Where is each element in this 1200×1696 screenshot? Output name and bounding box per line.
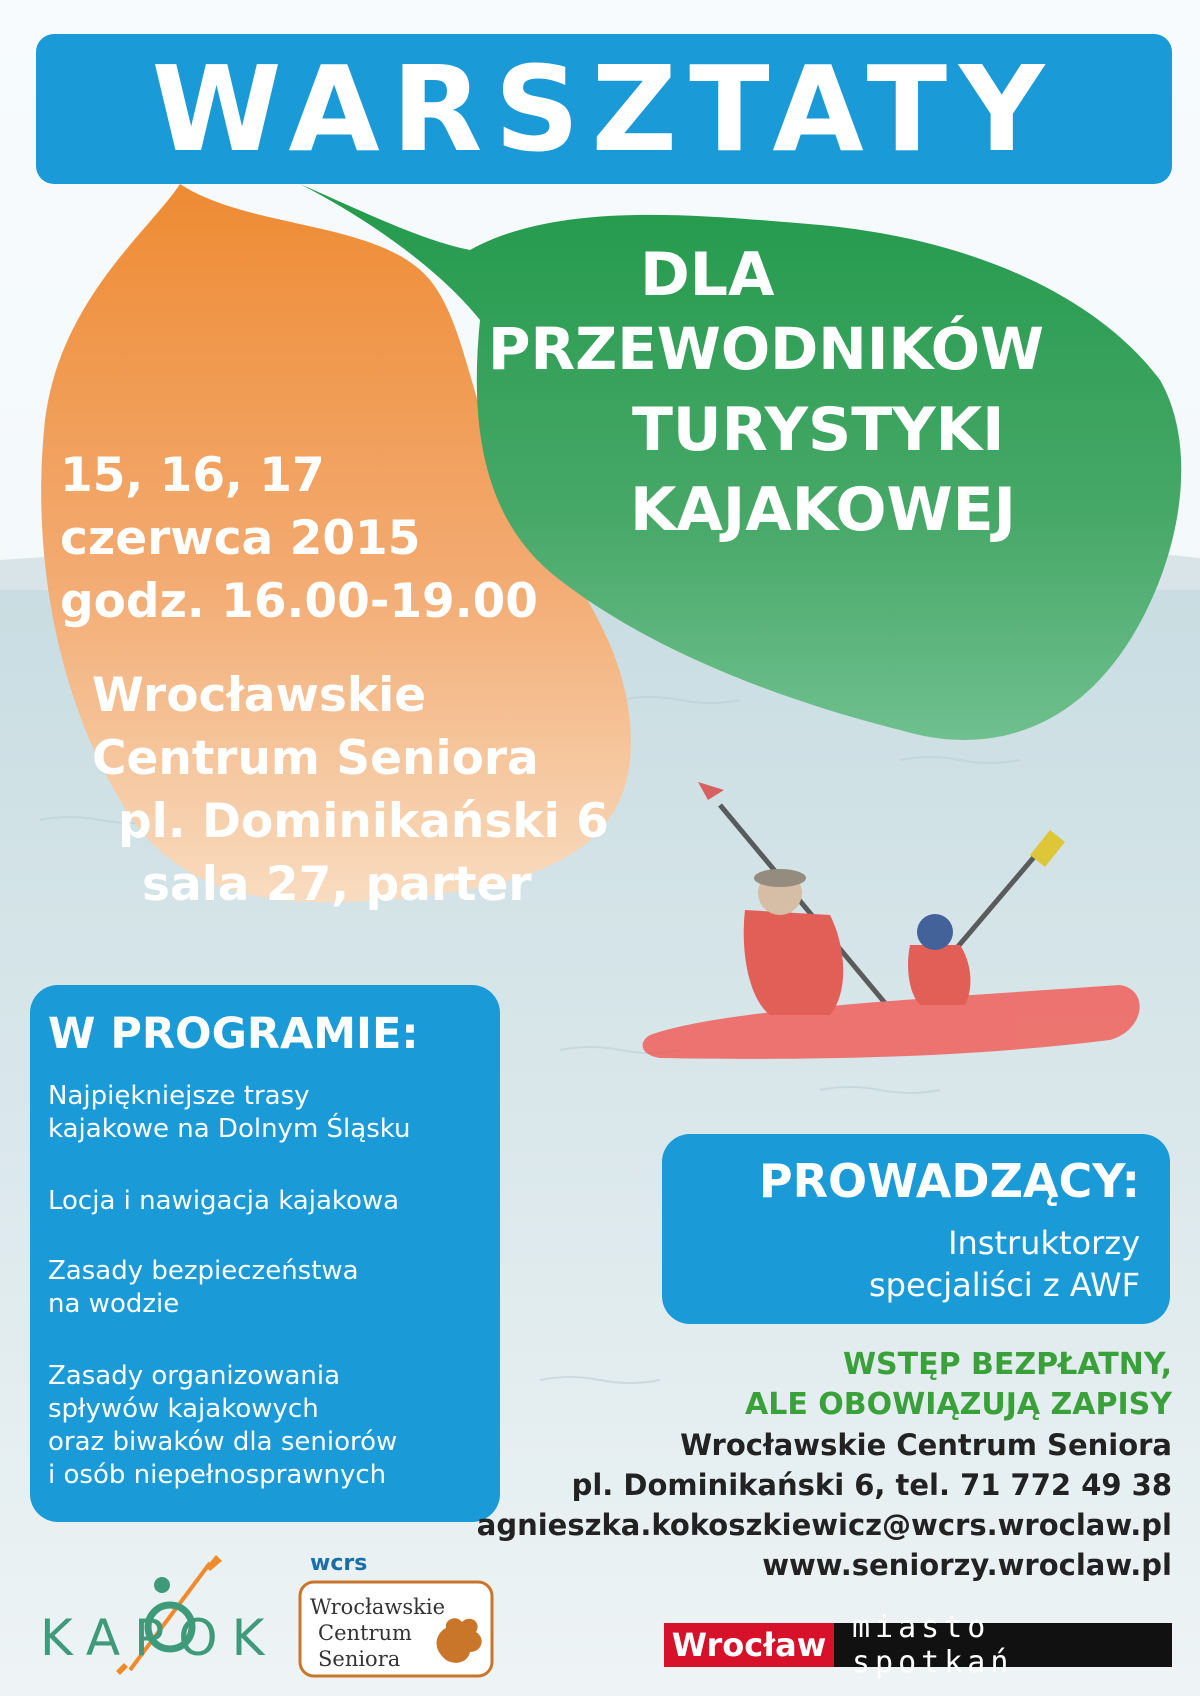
kapok-logo-text: KAPOK <box>40 1609 278 1667</box>
paddler-rear-body <box>744 910 843 1015</box>
program-item <box>48 1080 410 1146</box>
contact-website-link[interactable]: www.seniorzy.wroclaw.pl <box>762 1548 1172 1582</box>
program-item-line: spływów kajakowych <box>48 1394 319 1424</box>
page-title: WARSZTATY <box>151 40 1057 178</box>
program-box <box>30 985 500 1522</box>
brand-black-block: miasto spotkań <box>834 1623 1172 1667</box>
program-item-line: Zasady bezpieczeństwa <box>48 1256 359 1286</box>
venue-address: pl. Dominikański 6 <box>118 794 609 849</box>
program-heading: W PROGRAMIE: <box>48 1009 419 1059</box>
title-banner <box>36 34 1172 184</box>
program-item <box>48 1185 399 1218</box>
venue-room: sala 27, parter <box>142 857 532 912</box>
leaders-line-1: Instruktorzy <box>948 1224 1140 1262</box>
program-item-line: Zasady organizowania <box>48 1361 341 1391</box>
leaders-box <box>662 1134 1170 1324</box>
venue-line-2: Centrum Seniora <box>92 731 539 786</box>
kapok-logo[interactable] <box>38 1555 278 1675</box>
wcrs-line-3: Seniora <box>318 1647 401 1671</box>
brand-red-block: Wrocław <box>664 1623 834 1667</box>
leaders-line-2: specjaliści z AWF <box>868 1266 1140 1304</box>
contact-email-link[interactable]: agnieszka.kokoszkiewicz@wcrs.wroclaw.pl <box>476 1508 1172 1542</box>
paddler-front-head <box>917 914 953 950</box>
program-item-line: oraz biwaków dla seniorów <box>48 1427 398 1457</box>
wcrs-line-1: Wrocławskie <box>310 1595 446 1619</box>
leaders-text <box>869 1222 1140 1306</box>
headline-line-3: TURYSTYKI <box>632 395 1005 465</box>
program-item <box>48 1360 397 1492</box>
program-item-line: Locja i nawigacja kajakowa <box>48 1186 400 1216</box>
program-item-line: i osób niepełnosprawnych <box>48 1460 387 1490</box>
contact-address-phone[interactable]: pl. Dominikański 6, tel. 71 772 49 38 <box>571 1468 1172 1502</box>
wcrs-line-2: Centrum <box>318 1621 412 1645</box>
contact-block <box>477 1345 1172 1585</box>
wcrs-logo-small-text: wcrs <box>310 1551 368 1576</box>
paddler-rear-hat <box>754 869 806 887</box>
leaders-heading: PROWADZĄCY: <box>758 1154 1140 1208</box>
wroclaw-brand-logo[interactable] <box>664 1610 1172 1680</box>
free-entry-line: WSTĘP BEZPŁATNY, <box>842 1347 1172 1382</box>
paddler-front-body <box>908 945 970 1005</box>
program-item <box>48 1255 359 1321</box>
program-item-line: kajakowe na Dolnym Śląsku <box>48 1114 411 1144</box>
event-hours: godz. 16.00-19.00 <box>60 574 538 629</box>
program-item-line: Najpiękniejsze trasy <box>48 1081 310 1111</box>
registration-line: ALE OBOWIĄZUJĄ ZAPISY <box>744 1387 1172 1422</box>
contact-org: Wrocławskie Centrum Seniora <box>680 1428 1172 1462</box>
venue-line-1: Wrocławskie <box>92 668 427 723</box>
program-item-line: na wodzie <box>48 1289 180 1319</box>
headline-line-4: KAJAKOWEJ <box>630 475 1016 545</box>
headline-line-1: DLA <box>640 240 775 310</box>
event-days: 15, 16, 17 <box>60 448 325 503</box>
event-month-year: czerwca 2015 <box>60 511 421 566</box>
wcrs-logo[interactable] <box>296 1548 496 1678</box>
headline-line-2: PRZEWODNIKÓW <box>488 315 1045 383</box>
